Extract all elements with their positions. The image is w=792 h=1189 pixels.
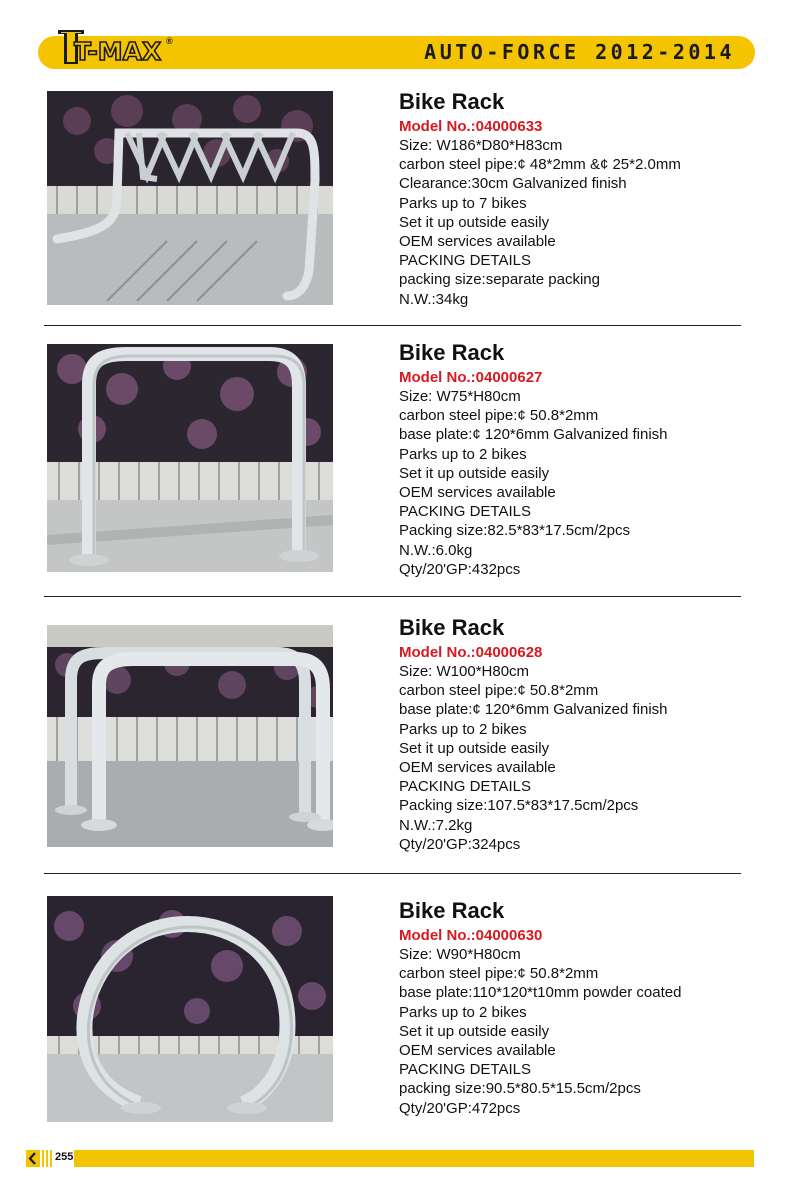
spec-line: OEM services available	[399, 484, 556, 502]
stripe-bars-icon	[42, 1150, 56, 1167]
spec-line: Qty/20'GP:324pcs	[399, 835, 521, 853]
spec-line: carbon steel pipe:¢ 50.8*2mm	[399, 682, 599, 700]
spec-line: packing size:90.5*80.5*15.5cm/2pcs	[399, 1080, 641, 1098]
spec-line: carbon steel pipe:¢ 48*2mm &¢ 25*2.0mm	[399, 156, 681, 174]
spec-line: Parks up to 2 bikes	[399, 720, 527, 738]
photo-hoop-rack-svg	[47, 344, 333, 572]
spec-line: N.W.:7.2kg	[399, 816, 473, 834]
spec-line: Set it up outside easily	[399, 213, 550, 231]
spec-line: Size: W100*H80cm	[399, 663, 530, 680]
photo-wave-rack-svg	[47, 91, 333, 305]
spec-line: OEM services available	[399, 233, 556, 251]
spec-line: Qty/20'GP:432pcs	[399, 560, 521, 578]
model-number: Model No.:04000630	[399, 927, 543, 944]
spec-line: base plate:¢ 120*6mm Galvanized finish	[399, 701, 668, 719]
spec-line: packing size:separate packing	[399, 271, 600, 289]
page-number: 255	[55, 1151, 74, 1163]
section-divider	[44, 596, 741, 597]
product-info	[399, 616, 759, 854]
spec-line: Size: W90*H80cm	[399, 946, 521, 963]
spec-line: base plate:110*120*t10mm powder coated	[399, 984, 682, 1002]
spec-line: base plate:¢ 120*6mm Galvanized finish	[399, 426, 668, 444]
footer-band	[74, 1150, 754, 1167]
spec-line: carbon steel pipe:¢ 50.8*2mm	[399, 965, 599, 983]
product-info	[399, 90, 759, 309]
spec-line: Set it up outside easily	[399, 1022, 550, 1040]
section-divider	[44, 873, 741, 874]
spec-line: Packing size:82.5*83*17.5cm/2pcs	[399, 522, 630, 540]
spec-line: PACKING DETAILS	[399, 778, 531, 796]
registered-mark: ®	[166, 36, 173, 46]
spec-line: PACKING DETAILS	[399, 252, 531, 270]
spec-line: Set it up outside easily	[399, 739, 550, 757]
spec-line: Size: W75*H80cm	[399, 388, 521, 405]
model-number: Model No.:04000628	[399, 644, 543, 661]
section-divider	[44, 325, 741, 326]
photo-double-hoop-rack-svg	[47, 625, 333, 847]
brand-name: T-MAX	[74, 37, 162, 66]
spec-line: N.W.:6.0kg	[399, 541, 473, 559]
model-number: Model No.:04000627	[399, 369, 543, 386]
product-title: Bike Rack	[399, 89, 505, 114]
photo-ring-rack-svg	[47, 896, 333, 1122]
bike-rack-ring-photo	[47, 896, 333, 1122]
spec-line: Parks up to 7 bikes	[399, 194, 527, 212]
bike-rack-double-hoop-photo	[47, 625, 333, 847]
product-title: Bike Rack	[399, 898, 505, 923]
product-title: Bike Rack	[399, 340, 505, 365]
bike-rack-hoop-photo	[47, 344, 333, 572]
product-info	[399, 899, 759, 1118]
model-number: Model No.:04000633	[399, 118, 543, 135]
bike-rack-wave-photo	[47, 91, 333, 305]
spec-line: N.W.:34kg	[399, 290, 469, 308]
spec-line: Packing size:107.5*83*17.5cm/2pcs	[399, 797, 639, 815]
spec-line: Parks up to 2 bikes	[399, 445, 527, 463]
spec-line: OEM services available	[399, 1042, 556, 1060]
spec-line: Size: W186*D80*H83cm	[399, 137, 563, 154]
catalog-title: AUTO-FORCE 2012-2014	[424, 40, 735, 64]
spec-line: OEM services available	[399, 759, 556, 777]
spec-line: Qty/20'GP:472pcs	[399, 1099, 521, 1117]
product-title: Bike Rack	[399, 615, 505, 640]
spec-line: PACKING DETAILS	[399, 503, 531, 521]
spec-line: carbon steel pipe:¢ 50.8*2mm	[399, 407, 599, 425]
spec-line: Clearance:30cm Galvanized finish	[399, 175, 627, 193]
chevron-left-icon	[26, 1150, 40, 1167]
spec-line: PACKING DETAILS	[399, 1061, 531, 1079]
spec-line: Parks up to 2 bikes	[399, 1003, 527, 1021]
product-info	[399, 341, 759, 579]
spec-line: Set it up outside easily	[399, 464, 550, 482]
